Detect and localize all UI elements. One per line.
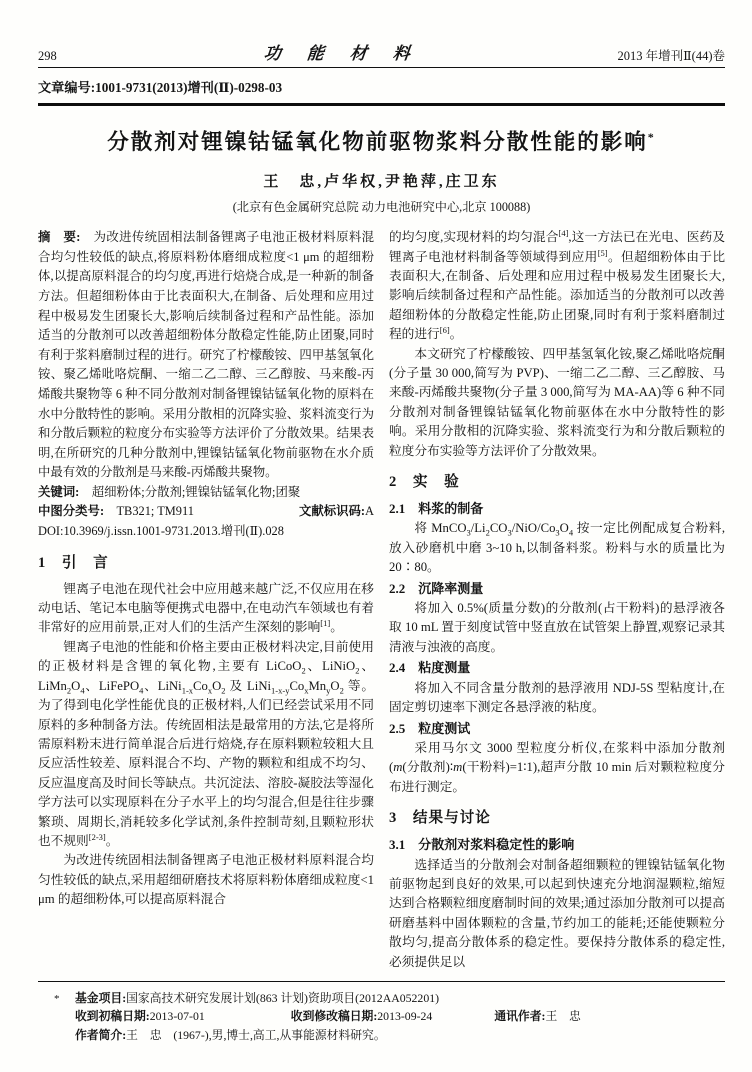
abstract	[38, 228, 374, 483]
title-rule	[38, 103, 725, 106]
clc	[38, 502, 194, 522]
section-1-heading: 1 引 言	[38, 554, 109, 571]
section-2-1-text: 将 $MnCO_3/Li_2CO_3/NiO/Co_3O_4$ 按一定比例配成复合粉料,放入砂磨机中磨 3~10 h,以制备料浆。粉料与水的质量比为 20∶80。	[389, 521, 725, 575]
section-2-2-heading: 2.2 沉降率测量	[389, 580, 484, 596]
intro-paragraph-2: 锂离子电池的性能和价格主要由正极材料决定,目前使用的正极材料是含锂的氧化物,主要有 LiCoO$_2$、LiNiO$_2$、$LiMn_2O_4$、LiFePO$_4$、$LiNi_{1-x}Co_xO_2$ 及 $LiNi_{1-x-y}Co_xMn_yO_2$ 等。为了得到电化学性能优良的正极材料,人们已经尝试采用不同原料的多种制备方法。传统固相法是最常用的方法,它是将所需原料粉末进行简单混合后进行焙烧,存在原料颗粒较粗大且反应活性较差、原料混合不均、产物的颗粒和组成不均匀、反应温度高及时间长等缺点。共沉淀法、溶胶-凝胶法等湿化学方法可以实现原料在分子水平上的均匀混合,但是往往步骤繁琐、周期长,消耗较多化学试剂,条件控制苛刻,且颗粒形状也不规则[2-3]。	[38, 639, 375, 848]
authors: 王 忠,卢华权,尹艳萍,庄卫东	[263, 174, 500, 191]
footnote-marker: *	[54, 992, 60, 1005]
revised-date: 2013-09-24	[377, 1009, 433, 1023]
article-number: 1001-9731(2013)增刊(Ⅱ)-0298-03	[95, 80, 283, 95]
intro-paragraph-3: 为改进传统固相法制备锂离子电池正极材料原料混合均匀性较低的缺点,采用超细研磨技术将原料粉体磨细成粒度<1 μm 的超细粉体,可以提高原料混合	[38, 853, 374, 907]
classification-line	[38, 502, 374, 522]
section-2-4-heading: 2.4 粘度测量	[389, 660, 471, 676]
abstract-label: 摘 要:	[38, 230, 81, 245]
intro-paragraph-4: 本文研究了柠檬酸铵、四甲基氢氧化铵,聚乙烯吡咯烷酮(分子量 30 000,简写为 PVP)、一缩二乙二醇、三乙醇胺、马来酸-丙烯酸共聚物(分子量 3 000,简写为 MA-AA)等 6 种不同分散剂对制备锂镍钴锰氧化物前驱体在水中分散特性的影响。采用分散相的沉降实验、浆料流变行为和分散后颗粒的粒度分布实验等方法评价了分散效果。	[389, 346, 725, 458]
body-columns	[38, 228, 725, 990]
article-number-label: 文章编号:	[38, 80, 96, 95]
clc-label: 中图分类号:	[38, 504, 105, 519]
fund-text: 国家高技术研究发展计划(863 计划)资助项目(2012AA052201)	[126, 990, 440, 1005]
section-3-1-text: 选择适当的分散剂会对制备超细颗粒的锂镍钴锰氧化物前驱物起到良好的效果,可以起到快速充分地润湿颗粒,缩短达到合格颗粒细度磨制时间的效果;通过添加分散剂可以提高研磨基料中固体颗粒的含量,节约加工的能耗;还能使颗粒分散均匀,提高分散体系的稳定性。要保持分散体系的稳定性,必须提供足以	[389, 857, 725, 969]
paper-title: 分散剂对锂镍钴锰氧化物前驱物浆料分散性能的影响*	[107, 130, 656, 155]
footer-rule	[38, 981, 725, 982]
footnote-block	[38, 989, 725, 1045]
affiliation: (北京有色金属研究总院 动力电池研究中心,北京 100088)	[232, 200, 531, 215]
keywords-label: 关键词:	[38, 484, 80, 499]
article-number-line	[38, 77, 725, 96]
page-header	[38, 42, 725, 64]
clc-value: TB321; TM911	[116, 504, 194, 519]
keywords-line	[38, 483, 374, 503]
abstract-block	[38, 228, 374, 483]
continuation-paragraph: 的均匀度,实现材料的均匀混合[4],这一方法已在光电、医药及锂离子电池材料制备等领域得到应用[5]。但超细粉体由于比表面积大,在制备、后处理和应用过程中极易发生团聚长大,影响后续制备过程和产品性能。添加适当的分散剂可以改善超细粉体的分散稳定性能,防止团聚,同时有利于浆料磨制过程的进行[6]。	[389, 228, 725, 342]
section-2-1-heading: 2.1 料浆的制备	[389, 501, 484, 517]
doc-code-value: A	[365, 504, 374, 519]
section-2-4-text: 将加入不同含量分散剂的悬浮液用 NDJ-5S 型粘度计,在固定剪切速率下测定各悬浮液的粘度。	[389, 680, 725, 715]
doc-code	[299, 502, 374, 522]
right-column	[389, 228, 725, 990]
fund-project-line	[75, 989, 725, 1008]
abstract-text: 为改进传统固相法制备锂离子电池正极材料原料混合均匀性较低的缺点,将原料粉体磨细成粒度<1 μm 的超细粉体,以提高原料混合的均匀度,再进行焙烧合成,是一种新的制备方法。但超细粉体由于比表面积大,在制备、后处理和应用过程中极易发生团聚长大,影响后续制备过程和产品性能。添加适当的分散剂可以改善超细粉体分散稳定性能,防止团聚,同时有利于浆料磨制过程的进行。研究了柠檬酸铵、四甲基氢氧化铵、聚乙烯吡咯烷酮、一缩二乙二醇、三乙醇胺、马来酸-丙烯酸共聚物等 6 种不同分散剂对制备锂镍钴锰氧化物的原料在水中分散特性的影响。采用分散相的沉降实验、浆料流变行为和分散后颗粒的粒度分布实验等方法评价了分散效果。结果表明,在所研究的几种分散剂中,锂镍钴锰氧化物前驱物在水介质中最有效的分散剂是马来酸-丙烯酸共聚物。	[38, 230, 374, 480]
received-date: 2013-07-01	[149, 1009, 205, 1023]
issue-info: 2013 年增刊Ⅱ(44)卷	[617, 49, 725, 63]
intro-paragraph-1: 锂离子电池在现代社会中应用越来越广泛,不仅应用在移动电话、笔记本电脑等便携式电器中,在电动汽车领域也有着非常好的应用前景,正对人们的生活产生深刻的影响[1]。	[38, 581, 374, 635]
bio-text: 王 忠 (1967-),男,博士,高工,从事能源材料研究。	[126, 1027, 386, 1042]
received-label: 收到初稿日期:	[75, 1009, 150, 1023]
revised-label: 收到修改稿日期:	[290, 1009, 378, 1023]
keywords-text: 超细粉体;分散剂;锂镍钴锰氧化物;团聚	[91, 484, 301, 499]
bio-label: 作者简介:	[75, 1027, 127, 1042]
page-footer	[38, 981, 725, 1045]
journal-title: 功能材料	[262, 44, 437, 63]
corresponding-label: 通讯作者:	[494, 1009, 546, 1023]
fund-label: 基金项目:	[75, 990, 127, 1005]
doi-line: DOI:10.3969/j.issn.1001-9731.2013.增刊(Ⅱ).028	[38, 524, 284, 539]
doc-code-label: 文献标识码:	[298, 504, 366, 519]
dates-line	[75, 1007, 725, 1026]
corresponding-author: 王 忠	[545, 1009, 581, 1023]
section-2-5-text: 采用马尔文 3000 型粒度分析仪,在浆料中添加分散剂(m(分散剂)∶m(干粉料)=1∶1),超声分散 10 min 后对颗粒粒度分布进行测定。	[389, 740, 725, 794]
section-2-5-heading: 2.5 粒度测试	[389, 720, 471, 736]
section-2-heading: 2 实 验	[389, 474, 460, 491]
section-3-1-heading: 3.1 分散剂对浆料稳定性的影响	[389, 837, 575, 853]
left-column	[38, 228, 374, 990]
section-2-2-text: 将加入 0.5%(质量分数)的分散剂(占干粉料)的悬浮液各取 10 mL 置于刻度试管中竖直放在试管架上静置,观察记录其清液与浊液的高度。	[389, 601, 725, 654]
section-3-heading: 3 结果与讨论	[389, 810, 491, 827]
header-rule	[38, 67, 725, 68]
page-number: 298	[38, 49, 57, 63]
author-bio-line	[75, 1026, 725, 1045]
